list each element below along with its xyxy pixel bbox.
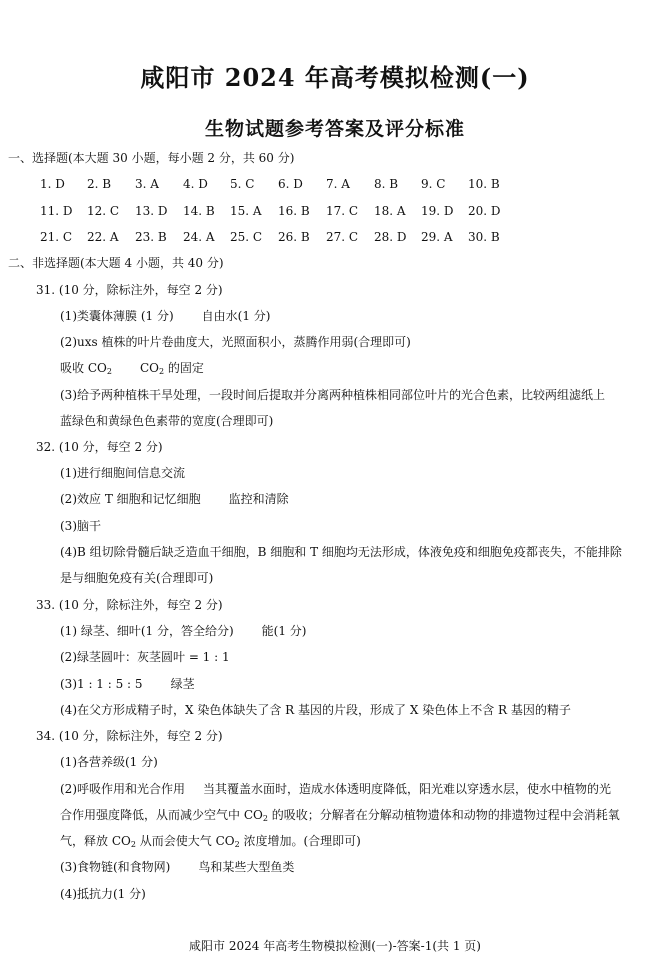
page-footer: 咸阳市 2024 年高考生物模拟检测(一)-答案-1(共 1 页) (189, 939, 481, 953)
q31-answer-2b: 吸收 CO2 CO2 的固定 (60, 361, 204, 376)
q32-answer-3: (3)脑干 (60, 519, 101, 533)
q31-answer-3-line-2: 蓝绿色和黄绿色色素带的宽度(合理即可) (60, 414, 274, 428)
answer-item: 9. C (421, 177, 446, 191)
q32-answer-1: (1)进行细胞间信息交流 (60, 466, 185, 480)
q31-answer-1: (1)类囊体薄膜 (1 分) 自由水(1 分) (60, 309, 271, 323)
q32-answer-4-line-1: (4)B 组切除骨髓后缺乏造血干细胞，B 细胞和 T 细胞均无法形成，体液免疫和细胞免疫都丧失，不能排除 (60, 545, 622, 559)
q33-answer-2: (2)绿茎圆叶：灰茎圆叶 = 1 : 1 (60, 650, 230, 664)
answer-item: 30. B (468, 230, 500, 244)
q31-answer-2: (2)uxs 植株的叶片卷曲度大，光照面积小，蒸腾作用弱(合理即可) (60, 335, 411, 349)
q33-answer-3: (3)1 : 1 : 5 : 5 绿茎 (60, 677, 195, 691)
section-2-heading: 二、非选择题(本大题 4 小题，共 40 分) (8, 256, 224, 270)
answer-item: 3. A (135, 177, 159, 191)
q33-answer-1: (1) 绿茎、细叶(1 分，答全给分) 能(1 分) (60, 624, 307, 638)
q33-header: 33. (10 分，除标注外，每空 2 分) (36, 598, 223, 612)
q34-answer-1: (1)各营养级(1 分) (60, 755, 158, 769)
answer-item: 8. B (374, 177, 399, 191)
q34-answer-3: (3)食物链(和食物网) 鸟和某些大型鱼类 (60, 860, 295, 874)
q32-answer-2: (2)效应 T 细胞和记忆细胞 监控和清除 (60, 492, 289, 506)
answer-item: 5. C (230, 177, 255, 191)
section-1-heading: 一、选择题(本大题 30 小题，每小题 2 分，共 60 分) (8, 151, 295, 165)
answer-item: 19. D (421, 204, 454, 218)
answer-item: 23. B (135, 230, 167, 244)
answer-item: 22. A (87, 230, 119, 244)
answer-item: 24. A (183, 230, 215, 244)
answer-item: 12. C (87, 204, 120, 218)
answer-item: 21. C (40, 230, 73, 244)
q31-header: 31. (10 分，除标注外，每空 2 分) (36, 283, 223, 297)
answer-item: 1. D (40, 177, 65, 191)
q34-answer-4: (4)抵抗力(1 分) (60, 887, 146, 901)
answer-item: 26. B (278, 230, 310, 244)
answer-item: 18. A (374, 204, 406, 218)
answer-item: 10. B (468, 177, 500, 191)
q31-answer-3-line-1: (3)给予两种植株干旱处理，一段时间后提取并分离两种植株相同部位叶片的光合色素，比较两组滤纸上 (60, 388, 606, 402)
answer-item: 11. D (40, 204, 73, 218)
answer-item: 28. D (374, 230, 407, 244)
q34-answer-2-line-3: 气，释放 CO2 从而会使大气 CO2 浓度增加。(合理即可) (60, 834, 361, 849)
page-subtitle: 生物试题参考答案及评分标准 (204, 118, 465, 140)
answer-item: 20. D (468, 204, 501, 218)
answer-item: 13. D (135, 204, 168, 218)
answer-item: 17. C (326, 204, 359, 218)
answer-item: 27. C (326, 230, 359, 244)
q32-answer-4-line-2: 是与细胞免疫有关(合理即可) (60, 571, 214, 585)
answer-item: 16. B (278, 204, 310, 218)
answer-item: 2. B (87, 177, 112, 191)
answer-item: 25. C (230, 230, 263, 244)
q34-header: 34. (10 分，除标注外，每空 2 分) (36, 729, 223, 743)
answer-item: 7. A (326, 177, 350, 191)
answer-item: 6. D (278, 177, 303, 191)
q32-header: 32. (10 分，每空 2 分) (36, 440, 163, 454)
q34-answer-2-line-1: (2)呼吸作用和光合作用 当其覆盖水面时，造成水体透明度降低，阳光难以穿透水层，使水中植物的光 (60, 782, 612, 796)
answer-item: 4. D (183, 177, 208, 191)
q34-answer-2-line-2: 合作用强度降低，从而减少空气中 CO2 的吸收；分解者在分解动植物遗体和动物的排遗物过程中会消耗氧 (60, 808, 620, 823)
answer-item: 14. B (183, 204, 215, 218)
answer-item: 29. A (421, 230, 453, 244)
q33-answer-4: (4)在父方形成精子时，X 染色体缺失了含 R 基因的片段，形成了 X 染色体上不含 R 基因的精子 (60, 703, 571, 717)
page-title: 咸阳市 2024 年高考模拟检测(一) (140, 63, 530, 92)
answer-item: 15. A (230, 204, 262, 218)
